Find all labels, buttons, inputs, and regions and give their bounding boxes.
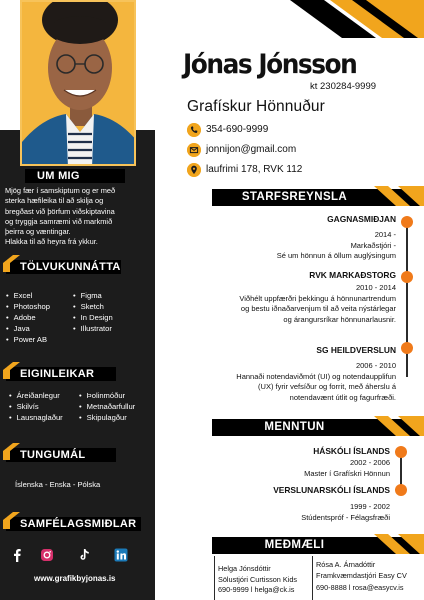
- company-name: GAGNASMIÐJAN: [327, 214, 396, 224]
- skill-item: • In Design: [73, 313, 113, 324]
- experience-years: 2006 - 2010: [355, 361, 396, 371]
- experience-years: 2010 - 2014: [355, 283, 396, 293]
- email-icon: [187, 143, 201, 157]
- trait-item: • Lausnaglaður: [9, 413, 63, 424]
- education-title: MENNTUN: [264, 421, 325, 433]
- about-line: Mjög fær í samskiptum og er með: [5, 186, 116, 195]
- experience-item: [239, 270, 396, 325]
- about-line: Hlakka til að heyra frá ykkur.: [5, 237, 98, 247]
- references-header: [212, 534, 424, 554]
- reference-name: Rósa A. Árnadóttir: [316, 560, 376, 569]
- traits-title: EIGINLEIKAR: [20, 368, 95, 380]
- experience-line: og árangursríkar hönnunarlausnir.: [283, 314, 396, 324]
- reference-role: Framkvæmdastjóri Easy CV: [316, 570, 407, 580]
- traits-list-2: [79, 391, 135, 424]
- school-name: HÁSKÓLI ÍSLANDS: [313, 446, 390, 456]
- education-item: [304, 446, 390, 479]
- timeline-dot: [401, 216, 413, 228]
- computer-skills-list-1: [6, 291, 50, 346]
- education-degree: Master í Grafískri Hönnun: [304, 468, 390, 478]
- references-divider: [214, 556, 215, 600]
- experience-line: Sé um hönnun á öllum auglýsingum: [276, 251, 396, 261]
- education-header: [212, 416, 424, 436]
- skill-item: • Sketch: [73, 302, 113, 313]
- experience-header: [212, 186, 424, 206]
- skill-item: • Excel: [6, 291, 50, 302]
- id-number: kt 230284-9999: [310, 81, 377, 92]
- phone-text[interactable]: 354-690-9999: [206, 124, 269, 135]
- skill-item: • Illustrator: [73, 324, 113, 335]
- timeline-dot: [401, 342, 413, 354]
- about-line: sterka hæfileika til að skilja og: [5, 196, 104, 206]
- computer-skills-header: [0, 254, 155, 274]
- about-line: þeirra og væntingar.: [5, 227, 71, 237]
- references-title: MEÐMÆLI: [264, 539, 325, 551]
- reference-contact: 690-9999 l helga@ck.is: [218, 585, 295, 595]
- about-line: og tryggja samræmi við markmið: [5, 216, 113, 226]
- reference-person: [316, 560, 407, 594]
- trait-item: • Metnaðarfullur: [79, 402, 135, 413]
- experience-item: [236, 345, 396, 403]
- education-degree: Stúdentspróf - Félagsfræði: [301, 512, 390, 522]
- about-line: bregðast við þörfum viðskiptavina: [5, 206, 115, 216]
- header-stripe-decoration: [374, 534, 424, 554]
- trait-item: • Áreiðanlegur: [9, 391, 63, 402]
- skill-item: • Figma: [73, 291, 113, 302]
- experience-line: Hannaði notendaviðmót (UI) og notendaupplifun: [236, 371, 396, 381]
- address-text: laufrimi 178, RVK 112: [206, 164, 303, 175]
- computer-skills-list-2: [73, 291, 113, 335]
- about-header: [0, 163, 155, 183]
- about-title: UM MIG: [37, 170, 80, 182]
- trait-item: • Þolinmóður: [79, 391, 135, 402]
- experience-title: STARFSREYNSLA: [241, 191, 348, 203]
- skill-item: • Adobe: [6, 313, 50, 324]
- reference-person: [218, 564, 297, 596]
- profile-photo: [20, 0, 136, 166]
- experience-line: notendavænt útlit og fagurfræði.: [289, 392, 396, 402]
- trait-item: • Skilvís: [9, 402, 63, 413]
- references-divider: [312, 556, 313, 600]
- education-years: 1999 - 2002: [349, 502, 390, 512]
- languages-title: TUNGUMÁL: [20, 449, 86, 461]
- languages-header: [0, 442, 155, 462]
- reference-role: Sölustjóri Curtisson Kids: [218, 574, 298, 584]
- location-icon: [187, 163, 201, 177]
- company-name: RVK MARKAÐSTORG: [309, 270, 396, 280]
- timeline-dot: [395, 484, 407, 496]
- about-text: [5, 186, 153, 248]
- company-name: SG HEILDVERSLUN: [316, 345, 396, 355]
- experience-years: 2014 -: [374, 230, 396, 240]
- corner-decoration: [290, 0, 424, 40]
- website-link[interactable]: www.grafikbyjonas.is: [34, 574, 116, 583]
- experience-line: (UX) fyrir vefsíður og forrit, með áherslu á: [258, 382, 396, 392]
- school-name: VERSLUNARSKÓLI ÍSLANDS: [273, 485, 390, 495]
- trait-item: • Skipulagður: [79, 413, 135, 424]
- social-header: [0, 511, 155, 531]
- header-stripe-decoration: [374, 186, 424, 206]
- education-item: [273, 485, 390, 523]
- education-years: 2002 - 2006: [349, 458, 390, 468]
- skill-item: • Java: [6, 324, 50, 335]
- phone-icon: [187, 123, 201, 137]
- email-text[interactable]: jonnijon@gmail.com: [206, 144, 297, 155]
- instagram-icon[interactable]: [40, 548, 54, 562]
- reference-name: Helga Jónsdóttir: [218, 564, 271, 573]
- job-title: Grafískur Hönnuður: [187, 98, 325, 115]
- social-title: SAMFÉLAGSMIÐLAR: [20, 518, 137, 530]
- experience-line: Markaðstjóri -: [350, 240, 396, 250]
- timeline-dot: [401, 271, 413, 283]
- experience-line: Viðhélt uppfærðri þekkingu á hönnunartrendum: [239, 293, 396, 303]
- tiktok-icon[interactable]: [77, 548, 91, 562]
- reference-contact: 690-8888 l rosa@easycv.is: [316, 583, 404, 593]
- traits-list-1: [9, 391, 63, 424]
- timeline-dot: [395, 446, 407, 458]
- computer-skills-title: TÖLVUKUNNÁTTA: [20, 261, 121, 273]
- experience-item: [277, 214, 396, 262]
- facebook-icon[interactable]: [10, 548, 24, 562]
- header-stripe-decoration: [374, 416, 424, 436]
- skill-item: • Power AB: [6, 335, 50, 346]
- skill-item: • Photoshop: [6, 302, 50, 313]
- experience-line: og bestu iðnaðarvenjum til að veita nýstárlegar: [240, 304, 396, 314]
- languages-text: Íslenska - Enska - Pólska: [15, 480, 101, 489]
- traits-header: [0, 361, 155, 381]
- full-name: Jónas Jónsson: [183, 49, 357, 80]
- linkedin-icon[interactable]: [114, 548, 128, 562]
